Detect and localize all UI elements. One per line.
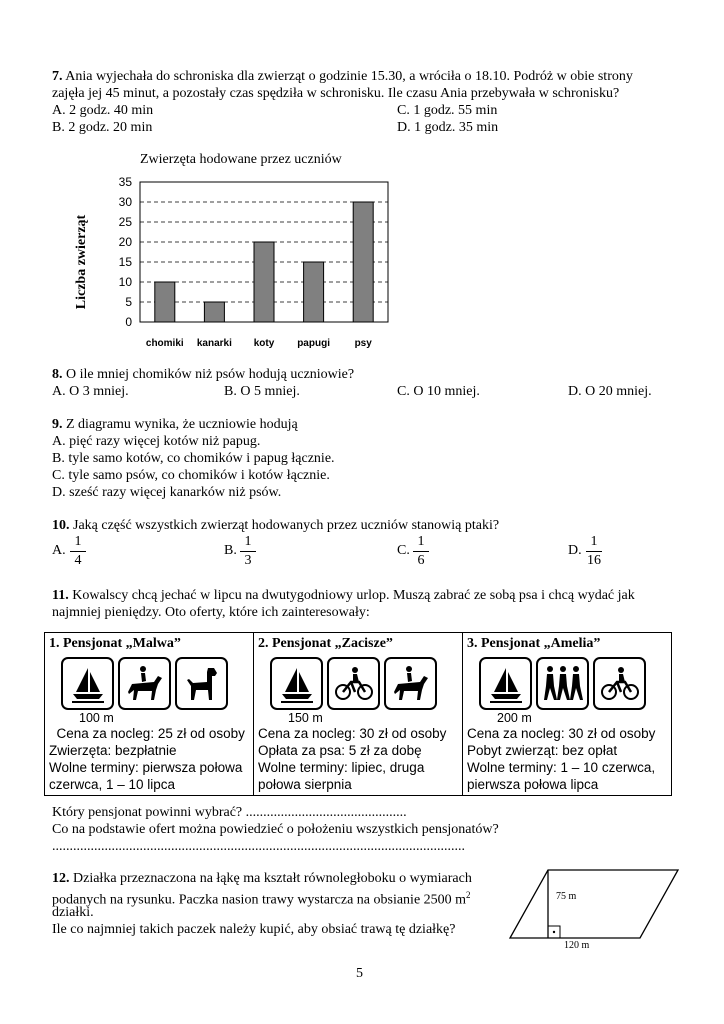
x-category-label: papugi: [297, 338, 330, 349]
q10-c-fraction: [413, 534, 429, 569]
offer-title: 3. Pensjonat „Amelia”: [467, 636, 601, 651]
q10-d-num: 1: [590, 534, 598, 549]
q11-line2: najmniej pieniędzy. Oto oferty, które ich zainteresowały:: [52, 605, 370, 620]
cyclist-icon: [593, 657, 646, 710]
q10-text: Jaką część wszystkich zwierząt hodowanych przez uczniów stanowią ptaki?: [69, 518, 500, 533]
chart-y-ticks: [119, 175, 133, 329]
q10-a-den: 4: [74, 553, 82, 568]
cyclist-icon: [327, 657, 380, 710]
q10-a-num: 1: [74, 534, 82, 549]
q9-text: Z diagramu wynika, że uczniowie hodują: [62, 417, 298, 432]
q11-text1: Kowalscy chcą jechać w lipcu na dwutygodniowy urlop. Muszą zabrać ze sobą psa i chcą wydać jak: [68, 588, 635, 603]
q9-answer-a: A. pięć razy więcej kotów niż papug.: [52, 434, 261, 449]
q12-sup: 2: [466, 890, 471, 900]
horse-riding-icon: [118, 657, 171, 710]
offer-line: pierwsza połowa lipca: [467, 777, 599, 792]
offer-title: 2. Pensjonat „Zacisze”: [258, 636, 393, 651]
offer-line: Cena za nocleg: 25 zł od osoby: [49, 726, 245, 741]
q8-question: [52, 366, 354, 383]
q8-answer-d: D. O 20 mniej.: [568, 384, 652, 399]
q8-number: 8.: [52, 367, 63, 382]
q11-number: 11.: [52, 588, 69, 603]
offer-line: połowa sierpnia: [258, 777, 352, 792]
q7-line2: zajęła jej 45 minut, a pozostały czas spędziła w schronisku. Ile czasu Ania przebywała w schronisku?: [52, 86, 620, 101]
horse-riding-icon: [384, 657, 437, 710]
q9-answer-b: B. tyle samo kotów, co chomików i papug łącznie.: [52, 451, 335, 466]
y-tick-label: 5: [125, 295, 132, 309]
y-tick-label: 30: [118, 195, 132, 209]
q10-d-label: D.: [568, 543, 582, 558]
bar-chomiki: [155, 282, 175, 322]
q10-a-label: A.: [52, 543, 66, 558]
y-tick-label: 20: [118, 235, 132, 249]
offer-line: Zwierzęta: bezpłatnie: [49, 743, 177, 758]
q11-question1: Który pensjonat powinni wybrać? ..............................................: [52, 805, 407, 820]
x-category-label: chomiki: [145, 338, 184, 349]
q10-d-fraction: [586, 534, 602, 569]
q11-question2: Co na podstawie ofert można powiedzieć o położeniu wszystkich pensjonatów?: [52, 822, 499, 837]
sailboat-icon: [61, 657, 114, 710]
offer-malwa: [45, 633, 254, 796]
bar-chart: [68, 172, 398, 352]
page-number: 5: [356, 966, 363, 981]
bar-papugi: [304, 262, 324, 322]
q10-number: 10.: [52, 518, 70, 533]
chart-bars: [155, 202, 373, 322]
offer-line: Wolne terminy: 1 – 10 czerwca,: [467, 760, 656, 775]
bar-kanarki: [204, 302, 224, 322]
dog-icon: [175, 657, 228, 710]
q7-answer-d: D. 1 godz. 35 min: [397, 120, 499, 135]
q11-answer-dots: ......................................................................................................................: [52, 839, 465, 854]
q7-answer-c: C. 1 godz. 55 min: [397, 103, 498, 118]
y-tick-label: 35: [118, 175, 132, 189]
q12-number: 12.: [52, 871, 70, 886]
y-tick-label: 25: [118, 215, 132, 229]
hikers-icon: [536, 657, 589, 710]
q8-answer-c: C. O 10 mniej.: [397, 384, 480, 399]
offer-line: czerwca, 1 – 10 lipca: [49, 777, 176, 792]
offers-table: [44, 632, 672, 796]
chart-categories: [146, 338, 372, 349]
offer-line: Wolne terminy: lipiec, druga: [258, 760, 425, 775]
offer-distance: 150 m: [288, 711, 323, 725]
q7-line1: [52, 68, 633, 85]
q9-answer-c: C. tyle samo psów, co chomików i kotów łącznie.: [52, 468, 330, 483]
offer-line: Opłata za psa: 5 zł za dobę: [258, 743, 422, 758]
q8-answer-a: A. O 3 mniej.: [52, 384, 129, 399]
bar-koty: [254, 242, 274, 322]
y-tick-label: 15: [118, 255, 132, 269]
q8-text: O ile mniej chomików niż psów hodują uczniowie?: [62, 367, 355, 382]
x-category-label: psy: [354, 338, 372, 349]
offer-line: Pobyt zwierząt: bez opłat: [467, 743, 618, 758]
x-category-label: koty: [253, 338, 275, 349]
offer-title: 1. Pensjonat „Malwa”: [49, 636, 181, 651]
q12-line1: [52, 870, 472, 887]
q10-b-label: B.: [224, 543, 237, 558]
offer-line: Cena za nocleg: 30 zł od osoby: [467, 726, 656, 741]
q8-answer-b: B. O 5 mniej.: [224, 384, 300, 399]
base-label: 120 m: [564, 940, 590, 951]
x-category-label: kanarki: [196, 338, 232, 349]
offer-line: Cena za nocleg: 30 zł od osoby: [258, 726, 447, 741]
q10-question: [52, 517, 499, 534]
q11-line1: [52, 587, 635, 604]
q12-line2: [52, 887, 471, 909]
height-label: 75 m: [556, 891, 577, 902]
q10-b-den: 3: [244, 553, 252, 568]
q12-text2: podanych na rysunku. Paczka nasion trawy wystarcza na obsianie 2500 m: [52, 892, 467, 908]
offer-line: Wolne terminy: pierwsza połowa: [49, 760, 243, 775]
sailboat-icon: [479, 657, 532, 710]
offer-icons: [270, 657, 458, 710]
q10-c-den: 6: [417, 553, 425, 568]
offer-zacisze: [254, 633, 463, 796]
q10-c-label: C.: [397, 543, 410, 558]
q9-answer-d: D. sześć razy więcej kanarków niż psów.: [52, 485, 282, 500]
offer-icons: [61, 657, 249, 710]
offer-distance: 100 m: [79, 711, 114, 725]
q7-answer-b: B. 2 godz. 20 min: [52, 120, 153, 135]
q12-line4: Ile co najmniej takich paczek należy kupić, aby obsiać trawą tę działkę?: [52, 922, 456, 937]
q12-line3: działki.: [52, 905, 94, 920]
q12-text1: Działka przeznaczona na łąkę ma kształt równoległoboku o wymiarach: [69, 871, 472, 886]
offer-amelia: [463, 633, 672, 796]
y-tick-label: 10: [118, 275, 132, 289]
q10-b-num: 1: [244, 534, 252, 549]
q10-a-fraction: [70, 534, 86, 569]
q9-question: [52, 416, 298, 433]
bar-psy: [353, 202, 373, 322]
offer-distance: 200 m: [497, 711, 532, 725]
chart-title: Zwierzęta hodowane przez uczniów: [140, 152, 342, 167]
chart-ylabel: Liczba zwierząt: [74, 214, 89, 310]
q10-b-fraction: [240, 534, 256, 569]
q7-number: 7.: [52, 69, 63, 84]
offer-icons: [479, 657, 667, 710]
q7-text1: Ania wyjechała do schroniska dla zwierząt o godzinie 15.30, a wróciła o 18.10. Podróż w obie strony: [62, 69, 633, 84]
q9-number: 9.: [52, 417, 63, 432]
q10-d-den: 16: [587, 553, 601, 568]
q7-answer-a: A. 2 godz. 40 min: [52, 103, 154, 118]
sailboat-icon: [270, 657, 323, 710]
y-tick-label: 0: [125, 315, 132, 329]
q10-c-num: 1: [417, 534, 425, 549]
parallelogram-figure: [508, 866, 688, 956]
